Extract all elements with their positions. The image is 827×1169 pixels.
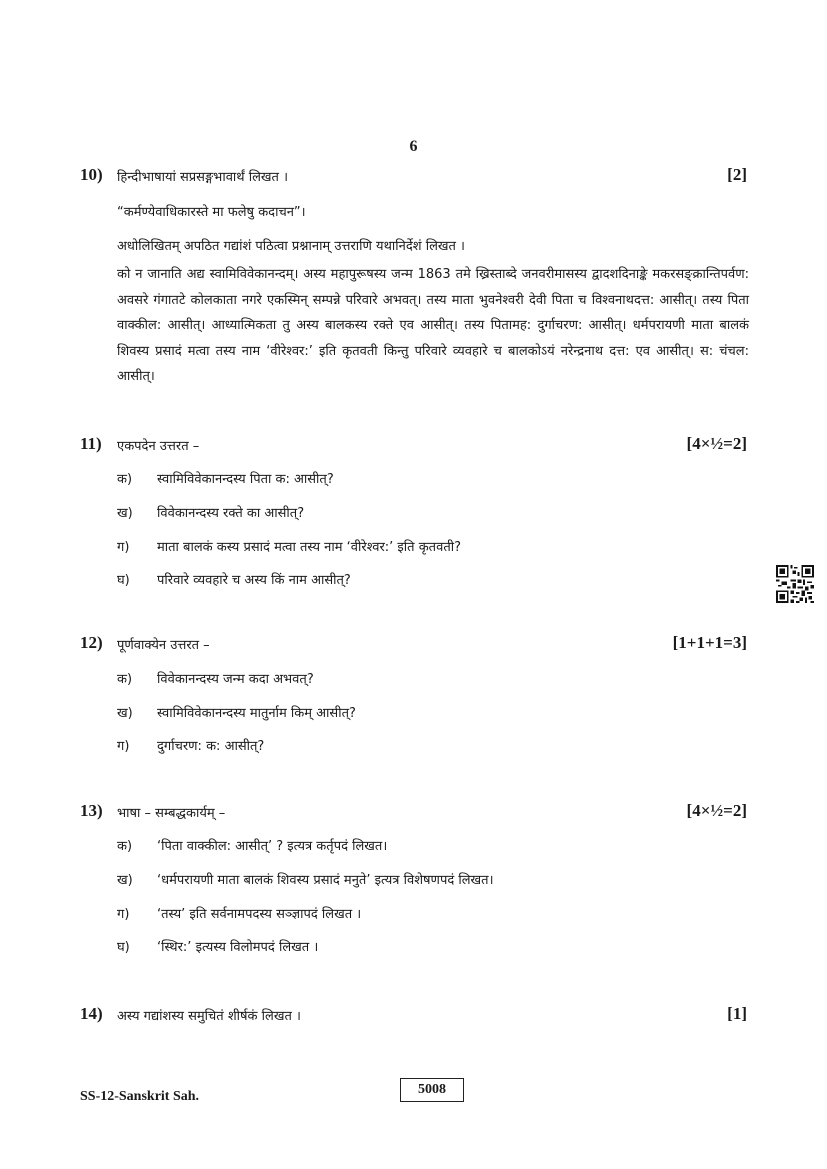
list-item [117, 469, 334, 487]
item-label: क) [117, 839, 133, 854]
question-14-number: 14) [80, 1004, 103, 1023]
item-label: ग) [117, 907, 130, 922]
item-text: स्वामिविवेकानन्दस्य पिता क: आसीत्? [157, 472, 334, 487]
question-14-text: अस्य गद्यांशस्य समुचितं शीर्षकं लिखत । [117, 1009, 301, 1024]
shloka-quote: “कर्मण्येवाधिकारस्ते मा फलेषु कदाचन”। [117, 205, 306, 220]
question-13-number: 13) [80, 801, 103, 820]
list-item [117, 736, 264, 754]
item-label: क) [117, 472, 133, 487]
question-10-marks: [2] [727, 165, 747, 184]
item-text: ‘धर्मपरायणी माता बालकं शिवस्य प्रसादं मनुते’ इत्यत्र विशेषणपदं लिखत। [157, 873, 494, 888]
question-12-text: पूर्णवाक्येन उत्तरत – [117, 638, 210, 653]
item-text: दुर्गाचरण: क: आसीत्? [157, 739, 265, 754]
unseen-passage: को न जानाति अद्य स्वामिविवेकानन्दम्। अस्य महापुरूषस्य जन्म 1863 तमे ख्रिस्ताब्दे जनवरीमासस्य द्वादशदिनाङ्के मकरसङ्क्रान्तिपर्वण: अवसरे गंगातटे कोलकाता नगरे एकस्मिन् सम्पन्ने परिवारे अभवत्। तस्य माता भुवनेश्वरी देवी पिता च विश्वनाथदत्त: आसीत्। तस्य पिता वाक्कील: आसीत्। आध्यात्मिकता तु अस्य बालकस्य रक्ते एव आसीत्। तस्य पितामह: दुर्गाचरण: आसीत्। धर्मपरायणी माता बालकं शिवस्य प्रसादं मत्वा तस्य नाम ‘वीरेश्वर:’ इति कृतवती किन्तु परिवारे व्यवहारे च बालकोऽयं नरेन्द्रनाथ दत्त: एव आसीत्। स: चंचल: आसीत्। [117, 267, 749, 385]
item-text: स्वामिविवेकानन्दस्य मातुर्नाम किम् आसीत्? [157, 706, 356, 721]
list-item [117, 669, 314, 687]
list-item [117, 937, 318, 955]
question-11-number: 11) [80, 434, 102, 453]
list-item [117, 836, 387, 854]
item-label: ख) [117, 873, 133, 888]
item-text: ‘पिता वाक्कील: आसीत्’ ? इत्यत्र कर्तृपदं लिखत। [157, 839, 388, 854]
question-10-text: हिन्दीभाषायां सप्रसङ्गभावार्थं लिखत । [117, 170, 289, 185]
list-item [117, 537, 461, 555]
qr-code-icon [776, 565, 814, 603]
list-item [117, 703, 356, 721]
item-text: विवेकानन्दस्य रक्ते का आसीत्? [157, 506, 305, 521]
item-label: ख) [117, 706, 133, 721]
question-11-text: एकपदेन उत्तरत – [117, 439, 200, 454]
list-item [117, 870, 494, 888]
question-12-number: 12) [80, 633, 103, 652]
item-text: माता बालकं कस्य प्रसादं मत्वा तस्य नाम ‘वीरेश्वर:’ इति कृतवती? [157, 540, 461, 555]
item-text: विवेकानन्दस्य जन्म कदा अभवत्? [157, 672, 314, 687]
item-label: ग) [117, 540, 130, 555]
page-number: 6 [409, 138, 418, 155]
item-label: क) [117, 672, 133, 687]
passage-instruction: अधोलिखितम् अपठित गद्यांशं पठित्वा प्रश्नानाम् उत्तराणि यथानिर्देशं लिखत । [117, 239, 465, 254]
item-label: घ) [117, 940, 130, 955]
page-code-box: 5008 [400, 1078, 464, 1102]
paper-code: SS-12-Sanskrit Sah. [80, 1089, 200, 1104]
question-10-number: 10) [80, 165, 103, 184]
item-label: ख) [117, 506, 133, 521]
list-item [117, 904, 361, 922]
list-item [117, 570, 351, 588]
question-13-text: भाषा – सम्बद्धकार्यम् – [117, 806, 226, 821]
item-text: परिवारे व्यवहारे च अस्य किं नाम आसीत्? [157, 573, 351, 588]
item-text: ‘स्थिर:’ इत्यस्य विलोमपदं लिखत । [157, 940, 319, 955]
item-label: ग) [117, 739, 130, 754]
item-label: घ) [117, 573, 130, 588]
question-11-marks: [4×½=2] [686, 434, 747, 453]
question-14-marks: [1] [727, 1004, 747, 1023]
item-text: ‘तस्य’ इति सर्वनामपदस्य सञ्ज्ञापदं लिखत । [157, 907, 362, 922]
question-12-marks: [1+1+1=3] [672, 633, 747, 652]
list-item [117, 503, 304, 521]
question-13-marks: [4×½=2] [686, 801, 747, 820]
